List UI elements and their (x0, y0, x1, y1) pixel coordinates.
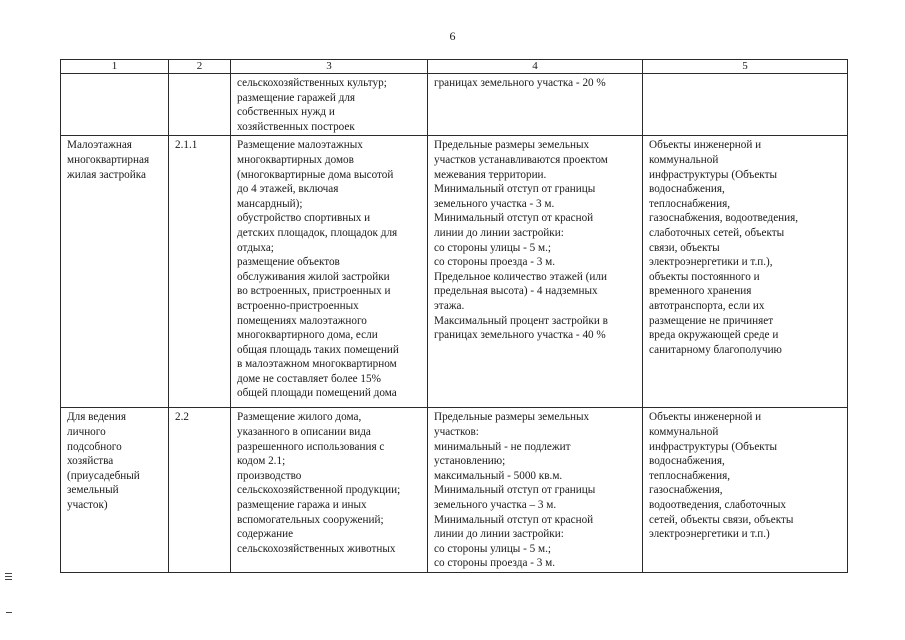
cell-text-line: минимальный - не подлежит (434, 440, 571, 453)
column-header: 4 (428, 60, 643, 74)
cell-text: 2.1.1 (175, 139, 198, 152)
cell-text-line: участков устанавливаются проектом (434, 153, 608, 166)
cell-text-line: Минимальный отступ от границы (434, 183, 596, 196)
cell-text-line: (приусадебный (67, 469, 140, 482)
cell-text-line: слаботочных сетей, объекты (649, 226, 785, 239)
code-cell (169, 136, 231, 408)
parameters-cell (428, 136, 643, 408)
description-cell (231, 136, 428, 408)
table-header-row (61, 60, 848, 74)
cell-text-line: размещение гаражей для (237, 91, 356, 104)
cell-text-line: производство (237, 469, 302, 482)
cell-text-line: со стороны проезда - 3 м. (434, 256, 556, 269)
parameters-cell (428, 74, 643, 136)
cell-text-line: размещение не причиняет (649, 314, 774, 327)
cell-text-line: коммунальной (649, 425, 719, 438)
cell-text-line: размещение объектов (237, 256, 340, 269)
page-number: 6 (449, 29, 456, 43)
cell-text-line: со стороны проезда - 3 м. (434, 557, 556, 570)
cell-text-line: предельная высота) - 4 надземных (434, 285, 598, 298)
cell-text-line: хозяйственных построек (237, 120, 355, 133)
cell-text-line: хозяйства (67, 455, 114, 468)
cell-text-line: обслуживания жилой застройки (237, 270, 390, 283)
cell-text-line: линии до линии застройки: (434, 528, 564, 541)
cell-text-line: многоквартирного дома, если (237, 329, 378, 342)
cell-text-line: до 4 этажей, включая (237, 183, 339, 196)
cell-text-line: земельный (67, 484, 119, 497)
cell-text-line: линии до линии застройки: (434, 226, 564, 239)
column-header: 1 (61, 60, 169, 74)
auxiliary-uses-cell (643, 408, 848, 573)
cell-text-line: сельскохозяйственных животных (237, 542, 396, 555)
cell-text-line: сетей, объекты связи, объекты (649, 513, 794, 526)
cell-text-line: разрешенного использования с (237, 440, 385, 453)
cell-text-line: помещениях малоэтажного (237, 314, 367, 327)
cell-text-line: Размещение жилого дома, (237, 411, 362, 424)
auxiliary-uses-cell (643, 136, 848, 408)
cell-text-line: Предельные размеры земельных (434, 139, 590, 152)
cell-text-line: Минимальный отступ от красной (434, 513, 594, 526)
code-cell (169, 408, 231, 573)
description-cell (231, 74, 428, 136)
cell-text-line: участок) (67, 498, 108, 511)
cell-text-line: водоснабжения, (649, 455, 725, 468)
cell-text-line: общей площади помещений дома (237, 387, 397, 400)
cell-text-line: инфраструктуры (Объекты (649, 440, 778, 453)
cell-text-line: встроенно-пристроенных (237, 299, 359, 312)
cell-text-line: теплоснабжения, (649, 469, 731, 482)
cell-text-line: границах земельного участка - 40 % (434, 329, 606, 342)
cell-text-line: участков: (434, 425, 479, 438)
cell-text-line: Предельные размеры земельных (434, 411, 590, 424)
cell-text-line: межевания территории. (434, 168, 547, 181)
margin-mark (5, 576, 12, 577)
cell-text-line: сельскохозяйственных культур; (237, 77, 387, 89)
cell-text-line: газоснабжения, (649, 484, 723, 497)
cell-text-line: указанного в описании вида (237, 425, 371, 438)
zone-name-cell (61, 136, 169, 408)
code-cell (169, 74, 231, 136)
cell-text-line: газоснабжения, водоотведения, (649, 212, 799, 225)
cell-text-line: этажа. (434, 299, 465, 312)
cell-text-line: во встроенных, пристроенных и (237, 285, 391, 298)
margin-mark (5, 573, 12, 574)
regulations-table (60, 59, 848, 573)
cell-text-line: кодом 2.1; (237, 455, 286, 468)
cell-text-line: электроэнергетики и т.п.) (649, 528, 770, 541)
cell-text-line: земельного участка - 3 м. (434, 197, 555, 210)
cell-text-line: Минимальный отступ от границы (434, 484, 596, 497)
cell-text-line: общая площадь таких помещений (237, 343, 399, 356)
cell-text-line: Предельное количество этажей (или (434, 270, 607, 283)
cell-text-line: обустройство спортивных и (237, 212, 371, 225)
cell-text-line: границах земельного участка - 20 % (434, 77, 606, 89)
zone-name-cell (61, 408, 169, 573)
cell-text-line: содержание (237, 528, 294, 541)
cell-text-line: инфраструктуры (Объекты (649, 168, 778, 181)
table-row-2-1-1 (61, 136, 848, 408)
cell-text-line: Минимальный отступ от красной (434, 212, 594, 225)
cell-text-line: Максимальный процент застройки в (434, 314, 608, 327)
margin-mark (5, 579, 12, 580)
cell-text-line: автотранспорта, если их (649, 299, 765, 312)
cell-text: 2.2 (175, 411, 189, 424)
cell-text-line: санитарному благополучию (649, 343, 782, 356)
column-header: 5 (643, 60, 848, 74)
cell-text-line: личного (67, 425, 106, 438)
cell-text-line: собственных нужд и (237, 106, 335, 119)
cell-text-line: жилая застройка (67, 168, 146, 181)
cell-text-line: многоквартирных домов (237, 153, 354, 166)
cell-text-line: установлению; (434, 455, 506, 468)
cell-text-line: детских площадок, площадок для (237, 226, 398, 239)
cell-text-line: вреда окружающей среде и (649, 329, 779, 342)
cell-text-line: Объекты инженерной и (649, 411, 762, 424)
cell-text-line: объекты постоянного и (649, 270, 760, 283)
column-header: 2 (169, 60, 231, 74)
cell-text-line: сельскохозяйственной продукции; (237, 484, 401, 497)
cell-text-line: связи, объекты (649, 241, 720, 254)
cell-text-line: водоснабжения, (649, 183, 725, 196)
cell-text-line: доме не составляет более 15% (237, 372, 381, 385)
cell-text-line: размещение гаража и иных (237, 498, 367, 511)
cell-text-line: Объекты инженерной и (649, 139, 762, 152)
cell-text-line: электроэнергетики и т.п.), (649, 256, 773, 269)
cell-text-line: временного хранения (649, 285, 752, 298)
table-row-2-2 (61, 408, 848, 573)
cell-text-line: (многоквартирные дома высотой (237, 168, 394, 181)
parameters-cell (428, 408, 643, 573)
margin-mark (6, 612, 12, 613)
cell-text-line: максимальный - 5000 кв.м. (434, 469, 563, 482)
cell-text-line: Для ведения (67, 411, 126, 424)
cell-text-line: подсобного (67, 440, 122, 453)
cell-text-line: со стороны улицы - 5 м.; (434, 542, 552, 555)
cell-text-line: многоквартирная (67, 153, 150, 166)
cell-text-line: коммунальной (649, 153, 719, 166)
cell-text-line: водоотведения, слаботочных (649, 498, 786, 511)
zone-name-cell (61, 74, 169, 136)
cell-text-line: вспомогательных сооружений; (237, 513, 384, 526)
cell-text-line: теплоснабжения, (649, 197, 731, 210)
cell-text-line: отдыха; (237, 241, 274, 254)
description-cell (231, 408, 428, 573)
cell-text-line: со стороны улицы - 5 м.; (434, 241, 552, 254)
cell-text-line: земельного участка – 3 м. (434, 498, 557, 511)
table-row-continuation (61, 74, 848, 136)
cell-text-line: Размещение малоэтажных (237, 139, 363, 152)
cell-text-line: в малоэтажном многоквартирном (237, 358, 397, 371)
auxiliary-uses-cell (643, 74, 848, 136)
cell-text-line: мансардный); (237, 197, 303, 210)
column-header: 3 (231, 60, 428, 74)
cell-text-line: Малоэтажная (67, 139, 132, 152)
